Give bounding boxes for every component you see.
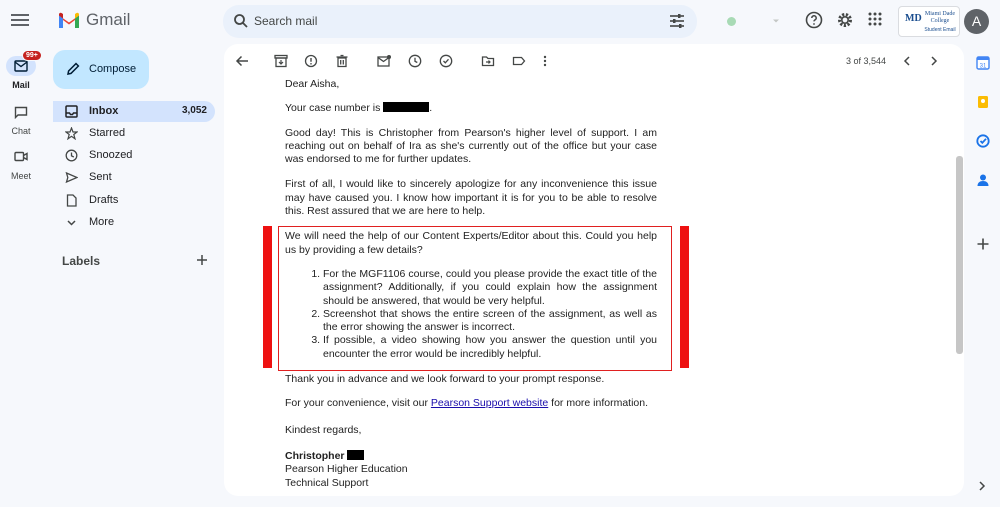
convenience-suffix: for more information. <box>551 397 649 410</box>
rail-meet-label: Meet <box>10 171 31 181</box>
list-item: 3. If possible, a video showing how you answer the question until you encounter the error would be incredibly helpful. <box>323 334 657 361</box>
rail-item-meet[interactable] <box>0 147 42 181</box>
labels-heading: Labels <box>62 254 101 268</box>
redacted-case-number <box>383 102 429 112</box>
status-selector[interactable] <box>716 6 788 36</box>
archive-icon[interactable] <box>274 54 288 68</box>
nav-label: Starred <box>89 127 126 139</box>
search-icon[interactable] <box>233 13 249 29</box>
nav-label: Inbox <box>89 105 119 117</box>
greeting: Dear Aisha, <box>285 78 340 90</box>
nav-item-drafts[interactable] <box>53 190 215 211</box>
nav-label: Snoozed <box>89 149 133 161</box>
previous-email-chevron-icon[interactable] <box>901 55 913 67</box>
app-name: Gmail <box>86 10 131 29</box>
mark-unread-icon[interactable] <box>377 54 391 68</box>
nav-label: More <box>89 216 115 228</box>
snooze-clock-icon[interactable] <box>408 54 422 68</box>
clock-icon <box>65 149 78 162</box>
signature-company: Pearson Higher Education <box>285 463 408 476</box>
convenience-line <box>285 397 657 410</box>
gmail-logo[interactable] <box>58 10 130 30</box>
next-email-chevron-icon[interactable] <box>928 55 940 67</box>
compose-label: Compose <box>89 63 137 75</box>
highlight-bar-left <box>263 226 272 368</box>
nav-item-sent[interactable] <box>53 167 215 188</box>
nav-item-more[interactable] <box>53 212 215 233</box>
pencil-icon <box>66 62 80 76</box>
expand-side-panel-icon[interactable] <box>976 480 988 492</box>
search-options-icon[interactable] <box>669 13 685 29</box>
app-rail <box>0 44 42 507</box>
gmail-m-icon <box>58 12 80 29</box>
top-bar <box>0 0 1000 44</box>
add-to-tasks-icon[interactable] <box>439 54 453 68</box>
get-addons-plus-icon[interactable] <box>976 237 990 251</box>
paragraph-apology: First of all, I would like to sincerely apologize for any inconvenience this issue may have caused you. I know how important it is for you to be able to resolve this. Rest assured that we are here to help. <box>285 178 657 218</box>
list-item: 1. For the MGF1106 course, could you please provide the exact title of the assignment? Additionally, if you could explain how the assignment should be answered, that would be very helpful. <box>323 268 657 308</box>
nav-label: Drafts <box>89 194 119 206</box>
highlight-bar-right <box>680 226 689 368</box>
signature-name-line <box>285 450 657 463</box>
nav-item-snoozed[interactable] <box>53 145 215 166</box>
signature-department: Technical Support <box>285 476 369 489</box>
details-list <box>285 268 657 361</box>
regards-line: Kindest regards, <box>285 423 362 436</box>
unread-badge: 99+ <box>22 50 42 61</box>
list-item: 2. Screenshot that shows the entire screen of the assignment, as well as the error showing the answer is incorrect. <box>323 308 657 335</box>
add-label-plus-icon[interactable] <box>196 254 208 266</box>
mail-icon <box>14 60 28 72</box>
contacts-icon[interactable] <box>976 173 990 187</box>
video-camera-icon <box>14 151 28 162</box>
help-icon[interactable] <box>805 11 823 29</box>
redacted-surname <box>347 450 364 460</box>
search-input[interactable]: Search mail <box>254 14 318 28</box>
account-avatar[interactable]: A <box>964 9 989 34</box>
case-number-prefix: Your case number is <box>285 102 381 115</box>
signature-name: Christopher <box>285 449 345 462</box>
pearson-support-link[interactable]: Pearson Support website <box>430 397 549 410</box>
inbox-icon <box>65 105 78 118</box>
rail-mail-label: Mail <box>12 80 30 90</box>
pagination-text: 3 of 3,544 <box>846 56 887 66</box>
settings-gear-icon[interactable] <box>836 11 854 29</box>
label-tag-icon[interactable] <box>512 54 526 68</box>
case-number-line <box>285 102 657 115</box>
organization-logo[interactable] <box>898 6 960 37</box>
report-spam-icon[interactable] <box>304 54 318 68</box>
tasks-icon[interactable] <box>976 134 990 148</box>
org-logo-mark: MD <box>905 13 922 24</box>
org-logo-subtitle: Student Email <box>924 27 956 33</box>
chevron-down-icon <box>770 15 782 27</box>
svg-text:31: 31 <box>979 63 987 70</box>
main-menu-icon[interactable] <box>10 11 30 31</box>
compose-button[interactable] <box>53 50 149 89</box>
paragraph-request: We will need the help of our Content Experts/Editor about this. Could you help us by providing a few details? <box>285 230 657 256</box>
rail-chat-label: Chat <box>11 126 31 136</box>
rail-item-chat[interactable] <box>0 102 42 136</box>
chevron-down-icon <box>65 216 78 229</box>
scrollbar-thumb[interactable] <box>956 156 963 354</box>
email-body <box>285 78 657 490</box>
nav-item-inbox[interactable] <box>53 101 215 122</box>
back-arrow-icon[interactable] <box>235 54 249 68</box>
status-dot-icon <box>727 17 736 26</box>
more-vertical-icon[interactable] <box>541 54 549 68</box>
move-to-folder-icon[interactable] <box>481 54 495 68</box>
convenience-prefix: For your convenience, visit our <box>285 397 428 410</box>
calendar-icon[interactable] <box>976 56 990 70</box>
rail-item-mail[interactable] <box>0 52 42 90</box>
apps-grid-icon[interactable] <box>867 11 883 27</box>
search-bar[interactable] <box>223 5 697 38</box>
draft-icon <box>65 194 78 207</box>
thanks-line: Thank you in advance and we look forward to your prompt response. <box>285 373 605 386</box>
case-number-suffix: . <box>429 102 433 115</box>
paragraph-intro: Good day! This is Christopher from Pearson's higher level of support. I am reaching out on behalf of Ira as she's currently out of the office but your case was endorsed to me for further updates. <box>285 126 657 166</box>
nav-label: Sent <box>89 171 112 183</box>
side-panel-rail <box>966 44 1000 507</box>
star-icon <box>65 127 78 140</box>
keep-notes-icon[interactable] <box>976 95 990 109</box>
nav-item-starred[interactable] <box>53 123 215 144</box>
chat-icon <box>14 106 28 119</box>
send-icon <box>65 171 78 184</box>
inbox-count: 3,052 <box>181 105 207 116</box>
trash-icon[interactable] <box>335 54 349 68</box>
org-logo-title: Miami Dade College <box>924 11 956 24</box>
